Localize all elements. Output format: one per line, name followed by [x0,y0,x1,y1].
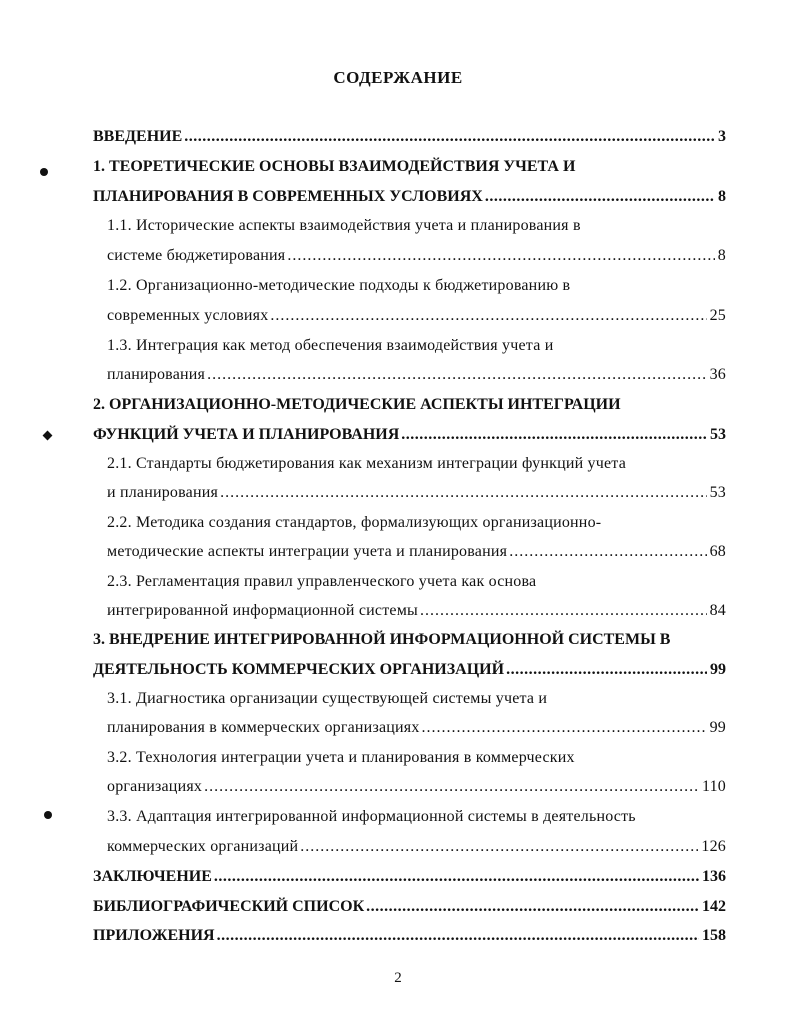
toc-label: 2.1. Стандарты бюджетирования как механизм интеграции функций учета [107,455,626,472]
toc-entry-bibliography[interactable] [93,898,726,920]
toc-label: коммерческих организаций [107,838,299,855]
toc-entry-section-3-1[interactable] [107,690,726,712]
toc-page-number: 36 [709,366,726,383]
leader-dots [270,307,706,325]
toc-entry-section-2-2-cont[interactable] [107,543,726,565]
leader-dots [485,188,715,206]
toc-label: интегрированной информационной системы [107,602,418,619]
toc-label: 2. ОРГАНИЗАЦИОННО-МЕТОДИЧЕСКИЕ АСПЕКТЫ ИНТЕГРАЦИИ [93,396,621,413]
toc-label: системе бюджетирования [107,247,286,264]
toc-label: ЗАКЛЮЧЕНИЕ [93,868,212,885]
toc-label: организациях [107,778,203,795]
toc-label: БИБЛИОГРАФИЧЕСКИЙ СПИСОК [93,898,365,915]
toc-label: 3.3. Адаптация интегрированной информационной системы в деятельность [107,808,636,825]
toc-entry-conclusion[interactable] [93,868,726,890]
leader-dots [506,661,707,679]
toc-page-number: 136 [702,868,726,885]
leader-dots [509,543,706,561]
toc-label: 1.1. Исторические аспекты взаимодействия учета и планирования в [107,217,581,234]
toc-label: 3.2. Технология интеграции учета и планирования в коммерческих [107,749,575,766]
toc-label: современных условиях [107,307,269,324]
toc-entry-chapter-1-cont[interactable] [93,188,726,210]
page-title: СОДЕРЖАНИЕ [333,68,463,87]
toc-entry-appendices[interactable] [93,927,726,949]
leader-dots [220,484,707,502]
leader-dots [422,719,707,737]
toc-label: методические аспекты интеграции учета и планирования [107,543,508,560]
toc-label: ПРИЛОЖЕНИЯ [93,927,215,944]
toc-page-number: 99 [709,719,726,736]
leader-dots [420,602,707,620]
toc-entry-section-2-1-cont[interactable] [107,484,726,506]
margin-dot-mark [40,168,48,176]
toc-entry-section-2-2[interactable] [107,514,726,536]
toc-entry-section-1-3[interactable] [107,337,726,359]
toc-entry-section-3-2[interactable] [107,749,726,771]
toc-page-number: 99 [710,661,726,678]
toc-label: ДЕЯТЕЛЬНОСТЬ КОММЕРЧЕСКИХ ОРГАНИЗАЦИЙ [93,661,505,678]
toc-label: 1.2. Организационно-методические подходы к бюджетированию в [107,277,571,294]
toc-entry-section-3-3-cont[interactable] [107,838,726,860]
leader-dots [366,898,699,916]
toc-page-number: 110 [701,778,726,795]
toc-page-number: 126 [701,838,726,855]
page-number-footer: 2 [394,970,402,986]
toc-entry-chapter-3-cont[interactable] [93,661,726,683]
toc-page-number: 53 [709,484,726,501]
toc-label: 1. ТЕОРЕТИЧЕСКИЕ ОСНОВЫ ВЗАИМОДЕЙСТВИЯ УЧЕТА И [93,158,576,175]
toc-page-number: 25 [709,307,726,324]
toc-page-number: 8 [718,188,726,205]
toc-page-number: 8 [717,247,726,264]
toc-page-number: 3 [718,128,726,145]
toc-entry-section-1-3-cont[interactable] [107,366,726,388]
toc-entry-chapter-1[interactable] [93,158,726,180]
toc-entry-section-2-3[interactable] [107,573,726,595]
toc-entry-section-3-2-cont[interactable] [107,778,726,800]
margin-diamond-mark [43,431,53,441]
toc-entry-section-3-3[interactable] [107,808,726,830]
toc-page-number: 53 [710,426,726,443]
toc-label: планирования [107,366,206,383]
toc-label: 1.3. Интеграция как метод обеспечения взаимодействия учета и [107,337,554,354]
toc-label: 3.1. Диагностика организации существующей системы учета и [107,690,548,707]
toc-label: ПЛАНИРОВАНИЯ В СОВРЕМЕННЫХ УСЛОВИЯХ [93,188,483,205]
toc-entry-section-3-1-cont[interactable] [107,719,726,741]
toc-entry-section-1-2[interactable] [107,277,726,299]
leader-dots [207,366,706,384]
toc-page-number: 84 [709,602,726,619]
toc-label: 3. ВНЕДРЕНИЕ ИНТЕГРИРОВАННОЙ ИНФОРМАЦИОННОЙ СИСТЕМЫ В [93,631,671,648]
toc-entry-chapter-2-cont[interactable] [93,426,726,448]
margin-dot-mark [44,811,52,819]
leader-dots [184,128,715,146]
leader-dots [300,838,698,856]
toc-entry-chapter-3[interactable] [93,631,726,653]
toc-label: 2.2. Методика создания стандартов, формализующих организационно- [107,514,602,531]
leader-dots [214,868,699,886]
toc-label: планирования в коммерческих организациях [107,719,420,736]
toc-label: 2.3. Регламентация правил управленческого учета как основа [107,573,537,590]
leader-dots [287,247,714,265]
toc-page-number: 158 [702,927,726,944]
leader-dots [217,927,699,945]
toc-entry-section-1-1-cont[interactable] [107,247,726,269]
leader-dots [204,778,699,796]
leader-dots [401,426,707,444]
toc-entry-section-1-2-cont[interactable] [107,307,726,329]
toc-label: ВВЕДЕНИЕ [93,128,183,145]
toc-entry-section-2-1[interactable] [107,455,726,477]
toc-label: ФУНКЦИЙ УЧЕТА И ПЛАНИРОВАНИЯ [93,426,400,443]
toc-page-number: 142 [702,898,726,915]
toc-entry-section-2-3-cont[interactable] [107,602,726,624]
toc-entry-intro[interactable] [93,128,726,150]
toc-label: и планирования [107,484,219,501]
toc-entry-chapter-2[interactable] [93,396,726,418]
toc-page-number: 68 [709,543,726,560]
toc-entry-section-1-1[interactable] [107,217,726,239]
